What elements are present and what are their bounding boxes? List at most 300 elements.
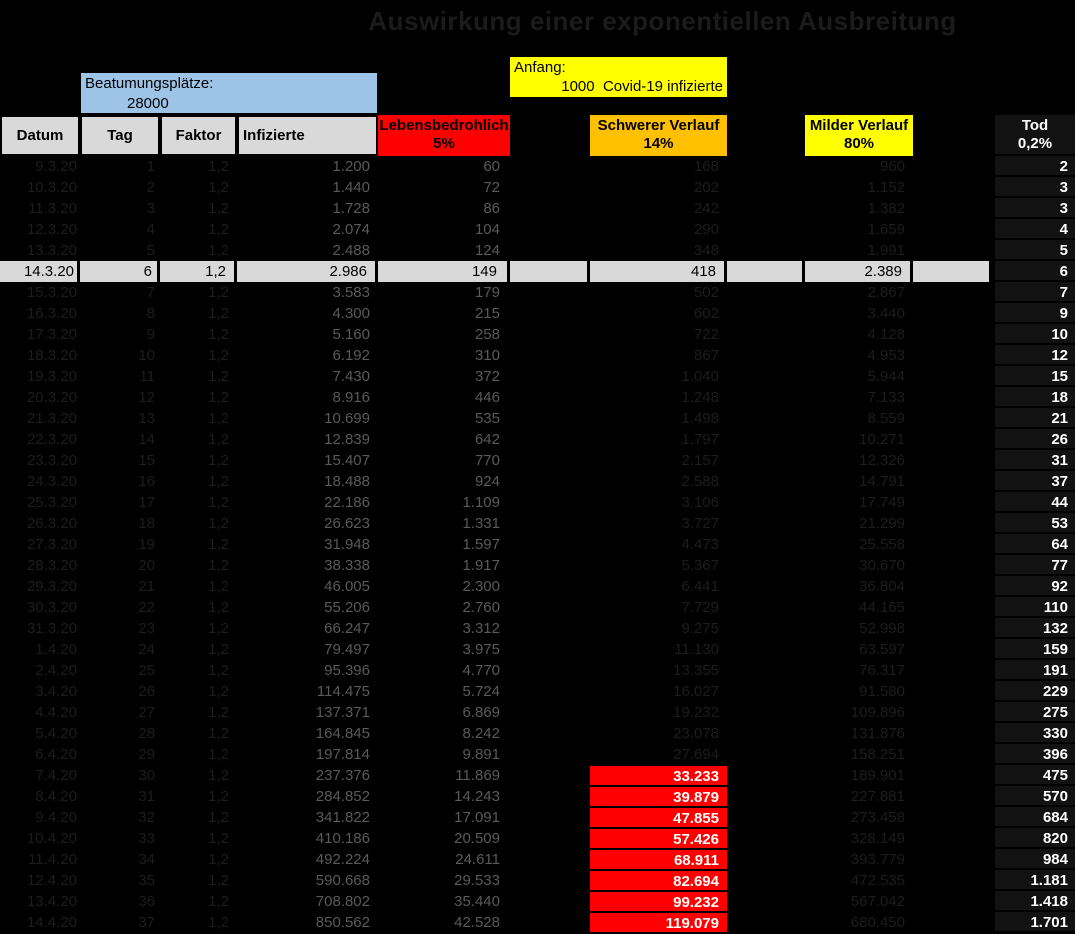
cell-gap-3[interactable] — [913, 219, 992, 240]
cell-faktor[interactable]: 1,2 — [208, 242, 229, 259]
cell-infizierte[interactable]: 197.814 — [315, 746, 370, 763]
cell-gap-2[interactable] — [727, 471, 805, 492]
cell-gap-3[interactable] — [913, 513, 992, 534]
cell-lebensbedrohlich[interactable]: 535 — [474, 410, 500, 427]
cell-datum[interactable]: 28.3.20 — [26, 557, 77, 574]
cell-tag[interactable]: 13 — [138, 410, 155, 427]
cell-tod[interactable]: 92 — [992, 576, 1075, 597]
cell-tod[interactable]: 5 — [992, 240, 1075, 261]
cell-lebensbedrohlich[interactable]: 6.869 — [462, 704, 500, 721]
cell-faktor[interactable]: 1,2 — [208, 200, 229, 217]
cell-tod[interactable]: 18 — [992, 387, 1075, 408]
anfang-value[interactable]: 1000 Covid-19 infizierte — [561, 78, 723, 95]
cell-tod[interactable]: 475 — [992, 765, 1075, 786]
cell-gap-3[interactable] — [913, 765, 992, 786]
cell-faktor[interactable]: 1,2 — [208, 683, 229, 700]
cell-lebensbedrohlich[interactable]: 124 — [474, 242, 500, 259]
cell-lebensbedrohlich[interactable]: 5.724 — [462, 683, 500, 700]
cell-tod[interactable]: 3 — [992, 177, 1075, 198]
cell-schwerer[interactable]: 16.027 — [673, 683, 719, 700]
cell-infizierte[interactable]: 284.852 — [315, 788, 370, 805]
cell-faktor[interactable]: 1,2 — [208, 662, 229, 679]
cell-infizierte[interactable]: 31.948 — [324, 536, 370, 553]
cell-tag[interactable]: 31 — [138, 788, 155, 805]
cell-infizierte[interactable]: 7.430 — [332, 368, 370, 385]
cell-faktor[interactable]: 1,2 — [208, 704, 229, 721]
cell-datum[interactable]: 12.3.20 — [26, 221, 77, 238]
cell-infizierte[interactable]: 2.488 — [332, 242, 370, 259]
cell-faktor[interactable]: 1,2 — [208, 284, 229, 301]
cell-gap-1[interactable] — [510, 429, 590, 450]
cell-tod[interactable]: 7 — [992, 282, 1075, 303]
cell-datum[interactable]: 11.4.20 — [28, 851, 77, 868]
cell-milder[interactable]: 1.991 — [867, 242, 905, 259]
cell-milder[interactable]: 567.042 — [850, 893, 905, 910]
cell-gap-1[interactable] — [510, 576, 590, 597]
cell-milder[interactable]: 680.450 — [850, 914, 905, 931]
cell-milder[interactable]: 30.670 — [859, 557, 905, 574]
cell-milder[interactable]: 76.317 — [859, 662, 905, 679]
cell-schwerer[interactable]: 502 — [693, 284, 719, 301]
cell-tod[interactable]: 229 — [992, 681, 1075, 702]
cell-lebensbedrohlich[interactable]: 1.109 — [462, 494, 500, 511]
cell-datum[interactable]: 25.3.20 — [26, 494, 77, 511]
cell-gap-2[interactable] — [727, 723, 805, 744]
cell-tag[interactable]: 26 — [138, 683, 155, 700]
cell-gap-2[interactable] — [727, 513, 805, 534]
cell-gap-2[interactable] — [727, 534, 805, 555]
cell-gap-2[interactable] — [727, 681, 805, 702]
cell-schwerer[interactable]: 11.130 — [674, 641, 719, 658]
cell-gap-3[interactable] — [913, 240, 992, 261]
cell-milder[interactable]: 1.152 — [867, 179, 905, 196]
cell-infizierte[interactable]: 38.338 — [324, 557, 370, 574]
cell-tag[interactable]: 10 — [138, 347, 155, 364]
cell-schwerer[interactable]: 27.694 — [673, 746, 719, 763]
cell-schwerer[interactable]: 722 — [693, 326, 719, 343]
cell-tag[interactable]: 12 — [138, 389, 155, 406]
cell-schwerer[interactable]: 202 — [693, 179, 719, 196]
cell-datum[interactable]: 5.4.20 — [35, 725, 77, 742]
cell-datum[interactable]: 29.3.20 — [26, 578, 77, 595]
cell-tod[interactable]: 37 — [992, 471, 1075, 492]
cell-gap-1[interactable] — [510, 744, 590, 765]
cell-tag[interactable]: 17 — [138, 494, 155, 511]
cell-schwerer[interactable]: 68.911 — [590, 849, 727, 870]
cell-datum[interactable]: 18.3.20 — [26, 347, 77, 364]
cell-faktor[interactable]: 1,2 — [208, 305, 229, 322]
cell-gap-2[interactable] — [727, 387, 805, 408]
cell-milder[interactable]: 393.779 — [850, 851, 905, 868]
cell-gap-1[interactable] — [510, 408, 590, 429]
cell-lebensbedrohlich[interactable]: 20.509 — [454, 830, 500, 847]
cell-schwerer[interactable]: 7.729 — [681, 599, 719, 616]
cell-datum[interactable]: 26.3.20 — [26, 515, 77, 532]
column-header-schwerer-verlauf[interactable] — [590, 115, 727, 156]
cell-lebensbedrohlich[interactable]: 42.528 — [454, 914, 500, 931]
cell-milder[interactable]: 17.749 — [859, 494, 905, 511]
cell-infizierte[interactable]: 95.396 — [324, 662, 370, 679]
cell-lebensbedrohlich[interactable]: 149 — [378, 261, 510, 282]
beatmung-info-box[interactable] — [80, 72, 378, 114]
cell-gap-3[interactable] — [913, 345, 992, 366]
cell-gap-2[interactable] — [727, 240, 805, 261]
cell-infizierte[interactable]: 2.074 — [332, 221, 370, 238]
cell-faktor[interactable]: 1,2 — [208, 746, 229, 763]
cell-infizierte[interactable]: 15.407 — [324, 452, 370, 469]
cell-gap-2[interactable] — [727, 702, 805, 723]
cell-lebensbedrohlich[interactable]: 770 — [474, 452, 500, 469]
cell-tag[interactable]: 35 — [138, 872, 155, 889]
cell-tod[interactable]: 1.418 — [992, 891, 1075, 912]
cell-datum[interactable]: 8.4.20 — [35, 788, 77, 805]
cell-milder[interactable]: 960 — [879, 158, 905, 175]
cell-milder[interactable]: 109.896 — [850, 704, 905, 721]
cell-tag[interactable]: 7 — [146, 284, 155, 301]
cell-gap-1[interactable] — [510, 156, 590, 177]
cell-tod[interactable]: 191 — [992, 660, 1075, 681]
cell-datum[interactable]: 6.4.20 — [35, 746, 77, 763]
cell-schwerer[interactable]: 39.879 — [590, 786, 727, 807]
cell-gap-3[interactable] — [913, 849, 992, 870]
cell-schwerer[interactable]: 1.248 — [681, 389, 719, 406]
cell-datum[interactable]: 17.3.20 — [26, 326, 77, 343]
cell-faktor[interactable]: 1,2 — [208, 767, 229, 784]
cell-gap-2[interactable] — [727, 660, 805, 681]
cell-schwerer[interactable]: 1.797 — [681, 431, 719, 448]
cell-gap-3[interactable] — [913, 387, 992, 408]
cell-gap-1[interactable] — [510, 219, 590, 240]
cell-datum[interactable]: 24.3.20 — [26, 473, 77, 490]
cell-datum[interactable]: 13.4.20 — [26, 893, 77, 910]
cell-gap-1[interactable] — [510, 471, 590, 492]
cell-faktor[interactable]: 1,2 — [208, 599, 229, 616]
cell-datum[interactable]: 9.4.20 — [35, 809, 77, 826]
cell-faktor[interactable]: 1,2 — [208, 410, 229, 427]
cell-datum[interactable]: 14.4.20 — [26, 914, 77, 931]
cell-tod[interactable]: 2 — [992, 156, 1075, 177]
cell-milder[interactable]: 2.389 — [805, 261, 913, 282]
cell-infizierte[interactable]: 1.440 — [332, 179, 370, 196]
cell-gap-2[interactable] — [727, 576, 805, 597]
column-header-lebensbedrohlich[interactable] — [378, 115, 510, 156]
cell-datum[interactable]: 16.3.20 — [26, 305, 77, 322]
cell-tag[interactable]: 5 — [146, 242, 155, 259]
cell-gap-1[interactable] — [510, 555, 590, 576]
cell-gap-1[interactable] — [510, 723, 590, 744]
cell-tod[interactable]: 6 — [992, 261, 1075, 282]
anfang-info-box[interactable] — [510, 57, 727, 97]
cell-schwerer[interactable]: 6.441 — [681, 578, 719, 595]
cell-tag[interactable]: 19 — [138, 536, 155, 553]
cell-faktor[interactable]: 1,2 — [208, 830, 229, 847]
cell-gap-1[interactable] — [510, 324, 590, 345]
cell-faktor[interactable]: 1,2 — [208, 473, 229, 490]
cell-schwerer[interactable]: 47.855 — [590, 807, 727, 828]
cell-faktor[interactable]: 1,2 — [208, 809, 229, 826]
cell-faktor[interactable]: 1,2 — [208, 557, 229, 574]
cell-tag[interactable]: 30 — [138, 767, 155, 784]
cell-infizierte[interactable]: 8.916 — [332, 389, 370, 406]
cell-datum[interactable]: 30.3.20 — [26, 599, 77, 616]
cell-faktor[interactable]: 1,2 — [208, 641, 229, 658]
cell-faktor[interactable]: 1,2 — [208, 578, 229, 595]
cell-gap-2[interactable] — [727, 177, 805, 198]
cell-faktor[interactable]: 1,2 — [208, 515, 229, 532]
cell-tag[interactable]: 22 — [138, 599, 155, 616]
cell-datum[interactable]: 1.4.20 — [35, 641, 77, 658]
cell-lebensbedrohlich[interactable]: 8.242 — [462, 725, 500, 742]
cell-tag[interactable]: 34 — [138, 851, 155, 868]
cell-gap-2[interactable] — [727, 597, 805, 618]
cell-tod[interactable]: 9 — [992, 303, 1075, 324]
cell-infizierte[interactable]: 1.200 — [332, 158, 370, 175]
cell-gap-1[interactable] — [510, 912, 590, 933]
cell-gap-2[interactable] — [727, 450, 805, 471]
cell-milder[interactable]: 328.149 — [850, 830, 905, 847]
cell-tag[interactable]: 11 — [139, 368, 155, 385]
cell-schwerer[interactable]: 9.275 — [681, 620, 719, 637]
cell-gap-1[interactable] — [510, 870, 590, 891]
cell-gap-1[interactable] — [510, 681, 590, 702]
cell-lebensbedrohlich[interactable]: 258 — [474, 326, 500, 343]
cell-schwerer[interactable]: 3.106 — [681, 494, 719, 511]
cell-gap-2[interactable] — [727, 303, 805, 324]
cell-tod[interactable]: 53 — [992, 513, 1075, 534]
cell-gap-2[interactable] — [727, 639, 805, 660]
cell-gap-2[interactable] — [727, 261, 805, 282]
cell-tod[interactable]: 31 — [992, 450, 1075, 471]
cell-gap-3[interactable] — [913, 870, 992, 891]
cell-gap-3[interactable] — [913, 723, 992, 744]
cell-gap-1[interactable] — [510, 891, 590, 912]
cell-tag[interactable]: 3 — [146, 200, 155, 217]
cell-datum[interactable]: 27.3.20 — [26, 536, 77, 553]
cell-gap-1[interactable] — [510, 513, 590, 534]
cell-schwerer[interactable]: 33.233 — [590, 765, 727, 786]
cell-schwerer[interactable]: 418 — [590, 261, 727, 282]
cell-lebensbedrohlich[interactable]: 446 — [474, 389, 500, 406]
cell-infizierte[interactable]: 46.005 — [324, 578, 370, 595]
cell-tod[interactable]: 3 — [992, 198, 1075, 219]
cell-schwerer[interactable]: 4.473 — [681, 536, 719, 553]
cell-tod[interactable]: 132 — [992, 618, 1075, 639]
cell-gap-1[interactable] — [510, 492, 590, 513]
cell-lebensbedrohlich[interactable]: 3.312 — [462, 620, 500, 637]
cell-infizierte[interactable]: 850.562 — [315, 914, 370, 931]
cell-gap-2[interactable] — [727, 828, 805, 849]
cell-milder[interactable]: 227.881 — [850, 788, 905, 805]
cell-datum[interactable]: 10.3.20 — [26, 179, 77, 196]
cell-milder[interactable]: 1.382 — [867, 200, 905, 217]
cell-tod[interactable]: 159 — [992, 639, 1075, 660]
cell-tod[interactable]: 570 — [992, 786, 1075, 807]
cell-gap-1[interactable] — [510, 765, 590, 786]
cell-milder[interactable]: 12.326 — [859, 452, 905, 469]
cell-lebensbedrohlich[interactable]: 1.597 — [462, 536, 500, 553]
cell-schwerer[interactable]: 348 — [693, 242, 719, 259]
cell-tag[interactable]: 24 — [138, 641, 155, 658]
cell-tod[interactable]: 44 — [992, 492, 1075, 513]
cell-schwerer[interactable]: 119.079 — [590, 912, 727, 933]
cell-lebensbedrohlich[interactable]: 215 — [474, 305, 500, 322]
cell-gap-2[interactable] — [727, 912, 805, 933]
cell-tod[interactable]: 1.701 — [992, 912, 1075, 933]
cell-datum[interactable]: 21.3.20 — [26, 410, 77, 427]
cell-infizierte[interactable]: 341.822 — [315, 809, 370, 826]
cell-tag[interactable]: 9 — [146, 326, 155, 343]
cell-infizierte[interactable]: 18.488 — [324, 473, 370, 490]
column-header-infizierte[interactable]: Infizierte — [237, 115, 378, 156]
cell-milder[interactable]: 3.440 — [867, 305, 905, 322]
cell-infizierte[interactable]: 2.986 — [237, 261, 378, 282]
cell-datum[interactable]: 9.3.20 — [35, 158, 77, 175]
cell-schwerer[interactable]: 1.498 — [681, 410, 719, 427]
cell-tag[interactable]: 8 — [146, 305, 155, 322]
cell-gap-3[interactable] — [913, 597, 992, 618]
cell-gap-3[interactable] — [913, 492, 992, 513]
cell-tag[interactable]: 20 — [138, 557, 155, 574]
cell-lebensbedrohlich[interactable]: 4.770 — [462, 662, 500, 679]
cell-lebensbedrohlich[interactable]: 2.760 — [462, 599, 500, 616]
cell-milder[interactable]: 44.165 — [859, 599, 905, 616]
cell-infizierte[interactable]: 22.186 — [324, 494, 370, 511]
cell-faktor[interactable]: 1,2 — [208, 221, 229, 238]
cell-gap-3[interactable] — [913, 891, 992, 912]
cell-datum[interactable]: 31.3.20 — [26, 620, 77, 637]
cell-gap-3[interactable] — [913, 303, 992, 324]
cell-gap-1[interactable] — [510, 597, 590, 618]
cell-gap-2[interactable] — [727, 786, 805, 807]
cell-tag[interactable]: 27 — [138, 704, 155, 721]
cell-infizierte[interactable]: 79.497 — [324, 641, 370, 658]
cell-faktor[interactable]: 1,2 — [208, 179, 229, 196]
column-header-datum[interactable]: Datum — [0, 115, 80, 156]
cell-tod[interactable]: 110 — [992, 597, 1075, 618]
cell-gap-2[interactable] — [727, 282, 805, 303]
cell-tod[interactable]: 684 — [992, 807, 1075, 828]
cell-lebensbedrohlich[interactable]: 2.300 — [462, 578, 500, 595]
cell-infizierte[interactable]: 137.371 — [315, 704, 370, 721]
cell-milder[interactable]: 14.791 — [859, 473, 905, 490]
cell-infizierte[interactable]: 10.699 — [324, 410, 370, 427]
cell-lebensbedrohlich[interactable]: 60 — [483, 158, 500, 175]
cell-lebensbedrohlich[interactable]: 24.611 — [455, 851, 500, 868]
cell-gap-1[interactable] — [510, 618, 590, 639]
cell-gap-2[interactable] — [727, 366, 805, 387]
cell-datum[interactable]: 10.4.20 — [26, 830, 77, 847]
cell-schwerer[interactable]: 5.367 — [681, 557, 719, 574]
cell-faktor[interactable]: 1,2 — [208, 431, 229, 448]
cell-lebensbedrohlich[interactable]: 29.533 — [454, 872, 500, 889]
cell-infizierte[interactable]: 492.224 — [315, 851, 370, 868]
column-header-tag[interactable]: Tag — [80, 115, 160, 156]
cell-faktor[interactable]: 1,2 — [208, 914, 229, 931]
cell-tod[interactable]: 4 — [992, 219, 1075, 240]
cell-gap-3[interactable] — [913, 408, 992, 429]
cell-gap-2[interactable] — [727, 429, 805, 450]
cell-lebensbedrohlich[interactable]: 1.917 — [462, 557, 500, 574]
column-header-faktor[interactable]: Faktor — [160, 115, 237, 156]
cell-gap-1[interactable] — [510, 786, 590, 807]
cell-gap-3[interactable] — [913, 660, 992, 681]
cell-gap-2[interactable] — [727, 765, 805, 786]
cell-gap-2[interactable] — [727, 870, 805, 891]
cell-lebensbedrohlich[interactable]: 372 — [474, 368, 500, 385]
cell-infizierte[interactable]: 410.186 — [315, 830, 370, 847]
cell-tag[interactable]: 28 — [138, 725, 155, 742]
cell-gap-2[interactable] — [727, 618, 805, 639]
cell-schwerer[interactable]: 23.078 — [673, 725, 719, 742]
cell-tag[interactable]: 15 — [138, 452, 155, 469]
cell-tag[interactable]: 37 — [138, 914, 155, 931]
cell-infizierte[interactable]: 55.206 — [324, 599, 370, 616]
cell-infizierte[interactable]: 237.376 — [315, 767, 370, 784]
cell-milder[interactable]: 472.535 — [850, 872, 905, 889]
cell-lebensbedrohlich[interactable]: 642 — [474, 431, 500, 448]
cell-faktor[interactable]: 1,2 — [208, 851, 229, 868]
cell-faktor[interactable]: 1,2 — [208, 620, 229, 637]
cell-milder[interactable]: 10.271 — [859, 431, 905, 448]
cell-datum[interactable]: 15.3.20 — [26, 284, 77, 301]
cell-datum[interactable]: 22.3.20 — [26, 431, 77, 448]
cell-schwerer[interactable]: 2.157 — [681, 452, 719, 469]
cell-gap-2[interactable] — [727, 807, 805, 828]
cell-schwerer[interactable]: 19.232 — [673, 704, 719, 721]
cell-milder[interactable]: 25.558 — [859, 536, 905, 553]
cell-gap-1[interactable] — [510, 198, 590, 219]
cell-datum[interactable]: 19.3.20 — [26, 368, 77, 385]
cell-milder[interactable]: 131.876 — [850, 725, 905, 742]
cell-tod[interactable]: 820 — [992, 828, 1075, 849]
cell-gap-1[interactable] — [510, 450, 590, 471]
cell-faktor[interactable]: 1,2 — [208, 158, 229, 175]
cell-schwerer[interactable]: 82.694 — [590, 870, 727, 891]
cell-tag[interactable]: 29 — [138, 746, 155, 763]
cell-infizierte[interactable]: 590.668 — [315, 872, 370, 889]
cell-gap-1[interactable] — [510, 282, 590, 303]
cell-gap-2[interactable] — [727, 345, 805, 366]
cell-gap-1[interactable] — [510, 534, 590, 555]
cell-milder[interactable]: 63.597 — [859, 641, 905, 658]
cell-gap-3[interactable] — [913, 198, 992, 219]
cell-tag[interactable]: 33 — [138, 830, 155, 847]
cell-milder[interactable]: 36.804 — [859, 578, 905, 595]
cell-milder[interactable]: 5.944 — [867, 368, 905, 385]
cell-gap-3[interactable] — [913, 324, 992, 345]
cell-gap-1[interactable] — [510, 261, 590, 282]
cell-tod[interactable]: 12 — [992, 345, 1075, 366]
cell-faktor[interactable]: 1,2 — [208, 389, 229, 406]
cell-datum[interactable]: 2.4.20 — [35, 662, 77, 679]
cell-milder[interactable]: 4.128 — [867, 326, 905, 343]
cell-gap-2[interactable] — [727, 156, 805, 177]
cell-infizierte[interactable]: 66.247 — [324, 620, 370, 637]
cell-gap-1[interactable] — [510, 702, 590, 723]
cell-tag[interactable]: 23 — [138, 620, 155, 637]
cell-gap-3[interactable] — [913, 702, 992, 723]
cell-milder[interactable]: 8.559 — [867, 410, 905, 427]
cell-tod[interactable]: 26 — [992, 429, 1075, 450]
cell-gap-3[interactable] — [913, 681, 992, 702]
cell-gap-2[interactable] — [727, 198, 805, 219]
cell-lebensbedrohlich[interactable]: 1.331 — [462, 515, 500, 532]
cell-tag[interactable]: 4 — [146, 221, 155, 238]
cell-tag[interactable]: 21 — [138, 578, 155, 595]
cell-schwerer[interactable]: 2.588 — [681, 473, 719, 490]
cell-lebensbedrohlich[interactable]: 3.975 — [462, 641, 500, 658]
cell-schwerer[interactable]: 867 — [693, 347, 719, 364]
